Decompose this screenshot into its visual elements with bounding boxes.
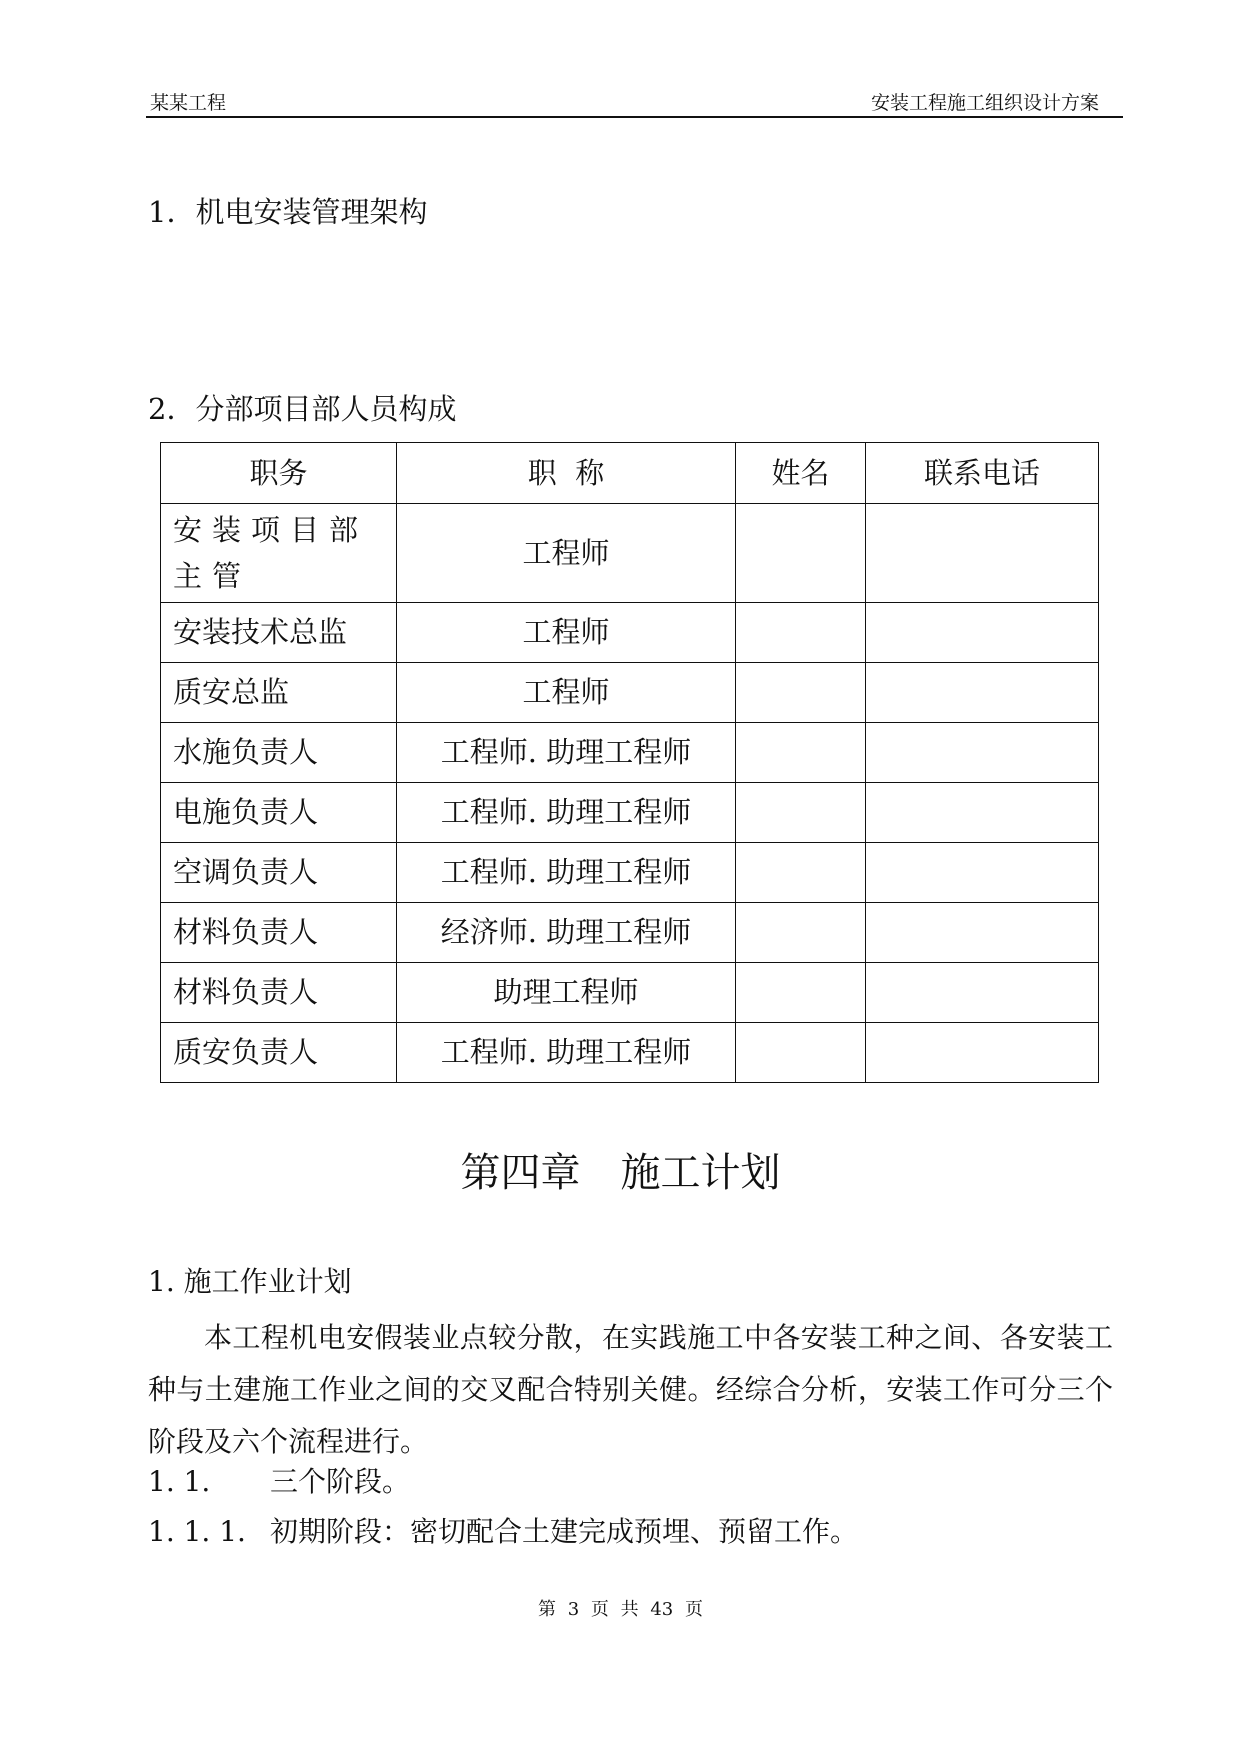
cell-name — [736, 843, 866, 903]
cell-name — [736, 903, 866, 963]
chapter-title — [0, 1150, 1241, 1196]
item-text: 三个阶段。 — [270, 1465, 411, 1498]
cell-title: 工程师. 助理工程师 — [397, 843, 736, 903]
table-row — [161, 783, 1099, 843]
chapter-number: 第四章 — [460, 1150, 581, 1196]
cell-role: 质安负责人 — [161, 1023, 397, 1083]
cell-title: 助理工程师 — [397, 963, 736, 1023]
chapter-name: 施工计划 — [620, 1150, 781, 1196]
cell-name — [736, 783, 866, 843]
cell-name — [736, 963, 866, 1023]
section-heading-staff-composition: 2．分部项目部人员构成 — [148, 392, 457, 426]
cell-title: 工程师 — [397, 504, 736, 603]
numbered-item-1-1-1 — [148, 1515, 859, 1548]
staff-table — [160, 442, 1099, 1083]
cell-role: 电施负责人 — [161, 783, 397, 843]
cell-phone — [866, 603, 1099, 663]
cell-phone — [866, 663, 1099, 723]
table-row — [161, 603, 1099, 663]
cell-phone — [866, 783, 1099, 843]
cell-title: 工程师 — [397, 603, 736, 663]
subsection-heading-construction-plan: 1. 施工作业计划 — [148, 1265, 352, 1298]
cell-role: 质安总监 — [161, 663, 397, 723]
cell-role: 安装项目部主管 — [161, 504, 397, 603]
cell-phone — [866, 723, 1099, 783]
column-header-title: 职 称 — [397, 443, 736, 504]
table-row — [161, 963, 1099, 1023]
cell-name — [736, 663, 866, 723]
cell-title: 经济师. 助理工程师 — [397, 903, 736, 963]
column-header-name: 姓名 — [736, 443, 866, 504]
item-number: 1. 1. 1. — [148, 1515, 246, 1548]
cell-name — [736, 504, 866, 603]
cell-title: 工程师. 助理工程师 — [397, 723, 736, 783]
page-footer: 第 3 页 共 43 页 — [538, 1599, 703, 1620]
column-header-phone: 联系电话 — [866, 443, 1099, 504]
table-header-row — [161, 443, 1099, 504]
item-number: 1. 1. — [148, 1465, 211, 1498]
cell-title: 工程师 — [397, 663, 736, 723]
numbered-item-1-1 — [148, 1465, 411, 1498]
cell-role: 空调负责人 — [161, 843, 397, 903]
table-row — [161, 1023, 1099, 1083]
cell-name — [736, 723, 866, 783]
cell-phone — [866, 963, 1099, 1023]
table-row — [161, 504, 1099, 603]
body-paragraph: 本工程机电安假装业点较分散，在实践施工中各安装工种之间、各安装工种与土建施工作业之间的交叉配合特别关健。经综合分析，安装工作可分三个阶段及六个流程进行。 — [148, 1321, 1113, 1458]
cell-name — [736, 603, 866, 663]
table-row — [161, 843, 1099, 903]
column-header-position: 职务 — [161, 443, 397, 504]
item-text: 初期阶段：密切配合土建完成预埋、预留工作。 — [270, 1515, 859, 1548]
cell-phone — [866, 903, 1099, 963]
table-row — [161, 663, 1099, 723]
section-heading-management-structure: 1．机电安装管理架构 — [148, 195, 428, 229]
cell-phone — [866, 843, 1099, 903]
header-project-name: 某某工程 — [150, 92, 227, 114]
header-document-title: 安装工程施工组织设计方案 — [870, 92, 1099, 114]
header-divider — [146, 116, 1123, 118]
cell-name — [736, 1023, 866, 1083]
cell-role: 安装技术总监 — [161, 603, 397, 663]
cell-title: 工程师. 助理工程师 — [397, 783, 736, 843]
cell-role: 水施负责人 — [161, 723, 397, 783]
cell-role: 材料负责人 — [161, 903, 397, 963]
cell-role: 材料负责人 — [161, 963, 397, 1023]
table-row — [161, 723, 1099, 783]
table-row — [161, 903, 1099, 963]
cell-phone — [866, 1023, 1099, 1083]
cell-title: 工程师. 助理工程师 — [397, 1023, 736, 1083]
cell-phone — [866, 504, 1099, 603]
